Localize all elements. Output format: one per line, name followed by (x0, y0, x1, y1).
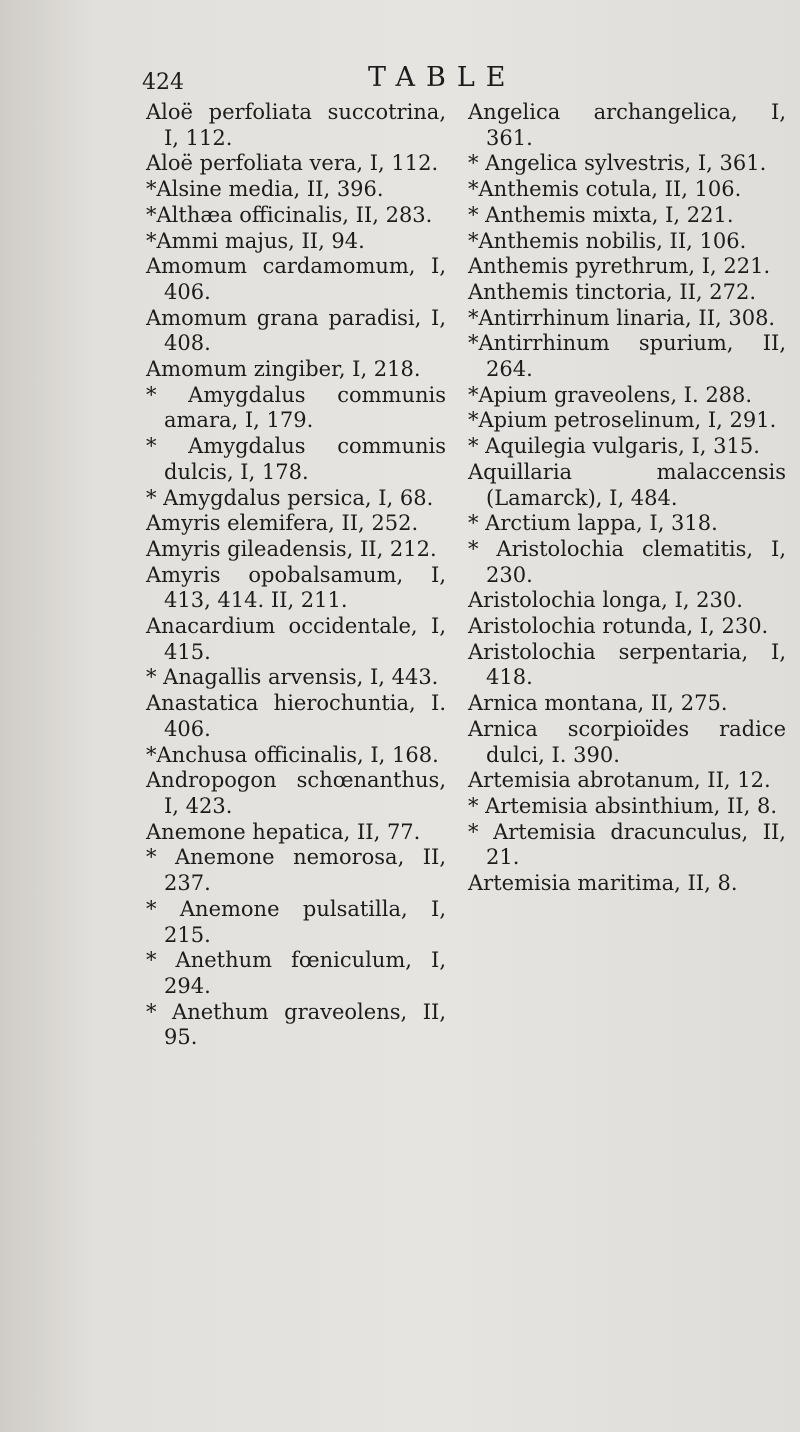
index-column-right (468, 100, 786, 897)
index-entry: Aristolochia rotunda, I, 230. (468, 614, 769, 639)
index-entry: *Alsine media, II, 396. (146, 177, 384, 202)
index-entry: Angelica archangelica, I, 361. (468, 100, 786, 150)
running-title: TABLE (368, 62, 517, 93)
index-entry: * Anethum fœniculum, I, 294. (146, 948, 446, 998)
index-entry: Amomum cardamomum, I, 406. (146, 254, 446, 304)
index-entry: Artemisia abrotanum, II, 12. (468, 768, 771, 793)
index-entry: Amyris gileadensis, II, 212. (146, 536, 437, 561)
index-entry: Aloë perfoliata vera, I, 112. (146, 151, 439, 176)
index-entry: * Amygdalus communis amara, I, 179. (146, 382, 446, 433)
index-entry: * Anthemis mixta, I, 221. (468, 202, 734, 227)
index-entry: * Artemisia dracunculus, II, 21. (468, 819, 786, 870)
index-entry: Aristolochia longa, I, 230. (468, 588, 743, 613)
index-entry: * Arctium lappa, I, 318. (468, 511, 718, 536)
index-entry: Amomum zingiber, I, 218. (146, 357, 421, 382)
page-number: 424 (142, 70, 184, 95)
index-entry: Arnica scorpioïdes radice dulci, I. 390. (468, 716, 786, 767)
index-entry: * Anagallis arvensis, I, 443. (146, 665, 439, 690)
index-entry: * Anemone pulsatilla, I, 215. (146, 896, 446, 947)
index-entry: Aloë perfoliata succotrina, I, 112. (146, 100, 446, 150)
index-entry: Arnica montana, II, 275. (468, 691, 728, 716)
index-entry: * Anethum graveolens, II, 95. (146, 999, 446, 1050)
index-column-left (146, 100, 446, 1051)
index-entry: * Anemone nemorosa, II, 237. (146, 845, 446, 896)
index-entry: *Anchusa officinalis, I, 168. (146, 742, 439, 767)
index-entry: Anthemis tinctoria, II, 272. (468, 279, 757, 304)
index-entry: Amyris elemifera, II, 252. (146, 511, 419, 536)
index-entry: *Ammi majus, II, 94. (146, 228, 365, 253)
index-entry: Artemisia maritima, II, 8. (468, 871, 738, 896)
index-entry: * Aquilegia vulgaris, I, 315. (468, 434, 760, 459)
index-entry: Andropogon schœnanthus, I, 423. (146, 768, 446, 818)
index-entry: *Antirrhinum spurium, II, 264. (468, 331, 786, 382)
index-entry: *Anthemis cotula, II, 106. (468, 177, 742, 202)
index-entry: Anastatica hierochuntia, I. 406. (146, 691, 446, 741)
index-entry: Anthemis pyrethrum, I, 221. (468, 254, 771, 279)
index-entry: *Apium graveolens, I. 288. (468, 382, 753, 407)
page-header (142, 62, 782, 96)
index-entry: Aristolochia serpentaria, I, 418. (468, 639, 786, 690)
index-entry: Amyris opobalsamum, I, 413, 414. II, 211. (146, 562, 446, 613)
index-entry: *Apium petroselinum, I, 291. (468, 408, 777, 433)
index-entry: *Antirrhinum linaria, II, 308. (468, 305, 776, 330)
index-entry: Anacardium occidentale, I, 415. (146, 614, 446, 664)
index-entry: * Artemisia absinthium, II, 8. (468, 793, 777, 818)
index-entry: *Althæa officinalis, II, 283. (146, 202, 433, 227)
index-entry: * Amygdalus persica, I, 68. (146, 485, 434, 510)
index-entry: * Angelica sylvestris, I, 361. (468, 151, 767, 176)
index-entry: Aquillaria malaccensis (Lamarck), I, 484. (468, 459, 786, 510)
index-entry: Amomum grana paradisi, I, 408. (146, 305, 446, 356)
index-entry: * Aristolochia clematitis, I, 230. (468, 536, 786, 587)
index-entry: Anemone hepatica, II, 77. (146, 819, 421, 844)
index-entry: *Anthemis nobilis, II, 106. (468, 228, 747, 253)
index-entry: * Amygdalus communis dulcis, I, 178. (146, 434, 446, 484)
